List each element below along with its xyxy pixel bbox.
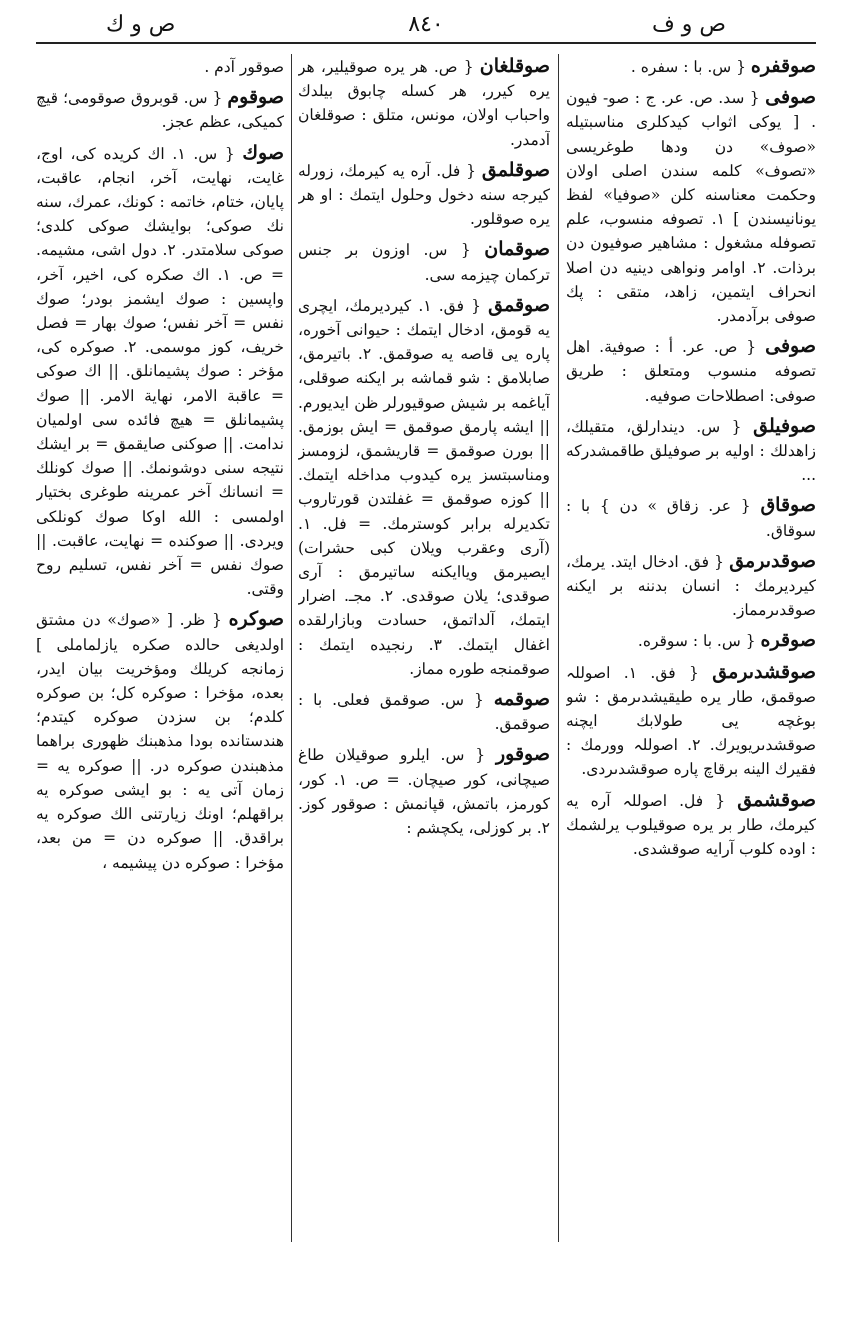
column-right [566, 54, 816, 1244]
column-divider-right [558, 54, 559, 1242]
entry-headword: صوقوم [227, 86, 284, 109]
dictionary-entry [298, 742, 550, 840]
column-divider-left [291, 54, 292, 1242]
dictionary-entry [298, 237, 550, 286]
entry-headword: صوقلغان [479, 55, 550, 77]
entry-headword: صوقمه [493, 688, 550, 711]
entry-headword: صوك [242, 141, 284, 164]
dictionary-entry [298, 158, 550, 232]
entry-definition: { س. ١. اك كريده كى، اوج، غايت، نهايت، آخر، انجام، عاقبت، پايان، ختام، خاتمه : كونك، عمرك، سنه نك صوكى؛ بوايشك صوكى كلدى؛ صوكى سلامتدر. ٢. دول اشى، مشيمه. = ص. ١. اك صكره كى، اخير، آخر، واپسين : صوك ايشمز بودر؛ صوك نفس = آخر نفس؛ صوك بهار = فصل خريف، كوز موسمى. ٢. صوكره كى، مؤخر : صوك پشيمانلق. || اك صوكى = عاقبة الامر، نهاية الامر. || صوك پشيمانلق = هيچ فائده سى اولميان ندامت. || صوكنى صايقمق = بر ايشك نتيجه سنى دوشونمك. || صوك كونلك = انسانك آخر عمرينه طوغرى بختيار اولمسى : الله اوكا صوك كونلكى ويردى. || صوكنده = نهايت، عاقبت. || صوك نفس = آخر نفس، تسليم روح وقتى. [36, 144, 284, 599]
dictionary-entry [298, 293, 550, 681]
dictionary-entry [566, 660, 816, 782]
entry-definition: { فق. ١. كيرديرمك، ايچرى يه قومق، ادخال ايتمك : حيوانى آخوره، پاره يى قاصه يه صوقمق. ٢. باتيرمق، صابلامق : شو قماشه بر ايكنه صوقلى، آياغمه بر شيش صوقيورلر ظن ايديورم. || ايشه پارمق صوقمق = ايش بوزمق. || بورن صوقمق = قاريشمق، لزومسز ومناسبتسز يره كيدوب مداخله ايتمك. || كوزه صوقمق = غفلتدن قورتاروب تكديرله برابر كوسترمك. = فل. ١. (آرى وعقرب ويلان كبى حشرات) ايصيرمق وياايكنه ساتيرمق : آرى صوقدى؛ يلان صوقدى. ٢. مجـ. اضرار ايتمك، آلداتمق، حسادت وبازارلقده اغفال ايتمك. ٣. رنجيده ايتمك : صوقمنجه طوره مماز. [298, 296, 550, 678]
dictionary-entry [566, 414, 816, 488]
header-right-letters: ص و ف [651, 12, 726, 37]
entry-headword: صوقدىرمق [729, 549, 816, 572]
entry-headword: صوقاق [760, 494, 816, 517]
entry-headword: صوكره [228, 608, 284, 631]
entry-definition: صوقور آدم . [204, 58, 284, 76]
entry-definition: { ص. هر يره صوقيلير، هر يره كيرر، هر كسله چابوق بيلدك واحباب اولان، مونس، متلق : صوقلغان آدمدر. [298, 58, 550, 149]
page-number: ٨٤٠ [408, 12, 444, 37]
dictionary-entry [566, 334, 816, 408]
entry-definition: { س. ديندارلق، متقيلك، زاهدلك : اوليه بر صوفيلق طاقمشدركه ... [566, 417, 816, 485]
dictionary-entry [566, 788, 816, 862]
column-left [36, 54, 284, 1244]
entry-definition: { سد. ص. عر. ج : صو- فيون . [ يوكى اثواب كيدكلرى مناسبتيله «صوف» دن ودها طوغريسى «تصوف» كلمه سندن اصلى اولان وحكمت معناسنه كلن «صوفيا» لفظ يونانيسندن ] ١. تصوفه منسوب، علم تصوفله مشغول : مشاهير صوفيون دن برذات. ٢. اوامر ونواهى دينيه دن اصلا انحراف ايتمين، زاهد، متقى : پك صوفى برآدمدر. [566, 89, 816, 326]
dictionary-entry [566, 54, 816, 79]
dictionary-entry [566, 549, 816, 623]
header-rule [36, 42, 816, 44]
page-header [36, 10, 816, 40]
column-middle [298, 54, 550, 1244]
entry-definition: { س. ايلرو صوقيلان طاغ صيچانى، كور صيچان. = ص. ١. كور، كورمز، باتمش، قپانمش : صوقور كوز. ٢. بر كوزلى، يكچشم : [298, 746, 550, 838]
entry-headword: صوقره [760, 629, 816, 652]
entry-definition: { س. با : سوقره. [637, 632, 756, 651]
entry-headword: صوقشدىرمق [712, 660, 816, 683]
entry-headword: صوقشمق [737, 788, 816, 811]
entry-definition: { فل. آره يه كيرمك، زورله كيرجه سنه دخول وحلول ايتمك : او هر يره صوقلور. [298, 161, 550, 229]
entry-definition: { س. اوزون بر جنس تركمان چيزمه سى. [298, 241, 550, 284]
entry-definition: { س. با : سفره . [630, 58, 746, 76]
entry-headword: صوفى [765, 86, 816, 109]
entry-definition: { ص. عر. أ : صوفية. اهل تصوفه منسوب ومتعلق : طريق صوفى: اصطلاحات صوفيه. [566, 338, 816, 405]
entry-headword: صوقلمق [481, 158, 550, 181]
dictionary-entry [36, 607, 284, 874]
dictionary-entry [298, 687, 550, 736]
entry-definition: { فل. اصوللہ آره يه كيرمك، طار بر يره صوقيلوب يرلشمك : اوده كلوب آرايه صوقشدى. [566, 791, 816, 859]
entry-definition: { عر. زقاق » دن } با : سوقاق. [566, 497, 816, 540]
header-left-letters: ص و ك [106, 12, 176, 37]
entry-headword: صوقور [495, 743, 550, 766]
dictionary-entry [36, 85, 284, 134]
entry-definition: { ظر. [ «صوك» دن مشتق اولديغى حالده صكره يازلماملى ] زمانجه كريلك ومؤخريت بيان ايدر، بعده، مؤخرا : صوكره كل؛ بن صوكره كلدم؛ بن سزدن صوكره كيتدم؛ هندستانده بودا مذهبنك ظهورى براهما مذهبندن صوكره در. || صوكره يه = زمان آتى يه : بو ايشى صوكره يه براقهلم؛ اونك زيارتنى الك صوكره يه براقدق. || صوكره دن = من بعد، مؤخرا : صوكره دن پيشيمه ، [36, 611, 284, 872]
dictionary-entry [566, 85, 816, 328]
entry-headword: صوقمان [484, 238, 550, 261]
dictionary-entry [36, 54, 284, 79]
entry-definition: { فق. ١. اصوللہ صوقمق، طار يره طيقيشدىرمق : شو بوغچه يى طولابك ايچنه صوقشدىريويرك. ٢. اصوللہ وورمك : فقيرك الينه برقاچ پاره صوقشدىردى. [566, 663, 816, 779]
entry-definition: { فق. ادخال ايتد. يرمك، كيرديرمك : انسان بدننه بر ايكنه صوقدىرمماز. [566, 552, 816, 620]
entry-headword: صوفيلق [753, 414, 816, 437]
entry-definition: { س. صوقمق فعلى. با : صوقمق. [298, 691, 550, 734]
entry-headword: صوقمق [488, 293, 550, 316]
dictionary-entry [566, 628, 816, 653]
entry-definition: { س. قوبروق صوقومى؛ قيچ كميكى، عظم عجز. [36, 89, 284, 132]
dictionary-entry [298, 54, 550, 152]
entry-headword: صوقفره [750, 55, 816, 77]
dictionary-entry [36, 141, 284, 602]
dictionary-entry [566, 493, 816, 542]
entry-headword: صوفى [765, 335, 816, 358]
